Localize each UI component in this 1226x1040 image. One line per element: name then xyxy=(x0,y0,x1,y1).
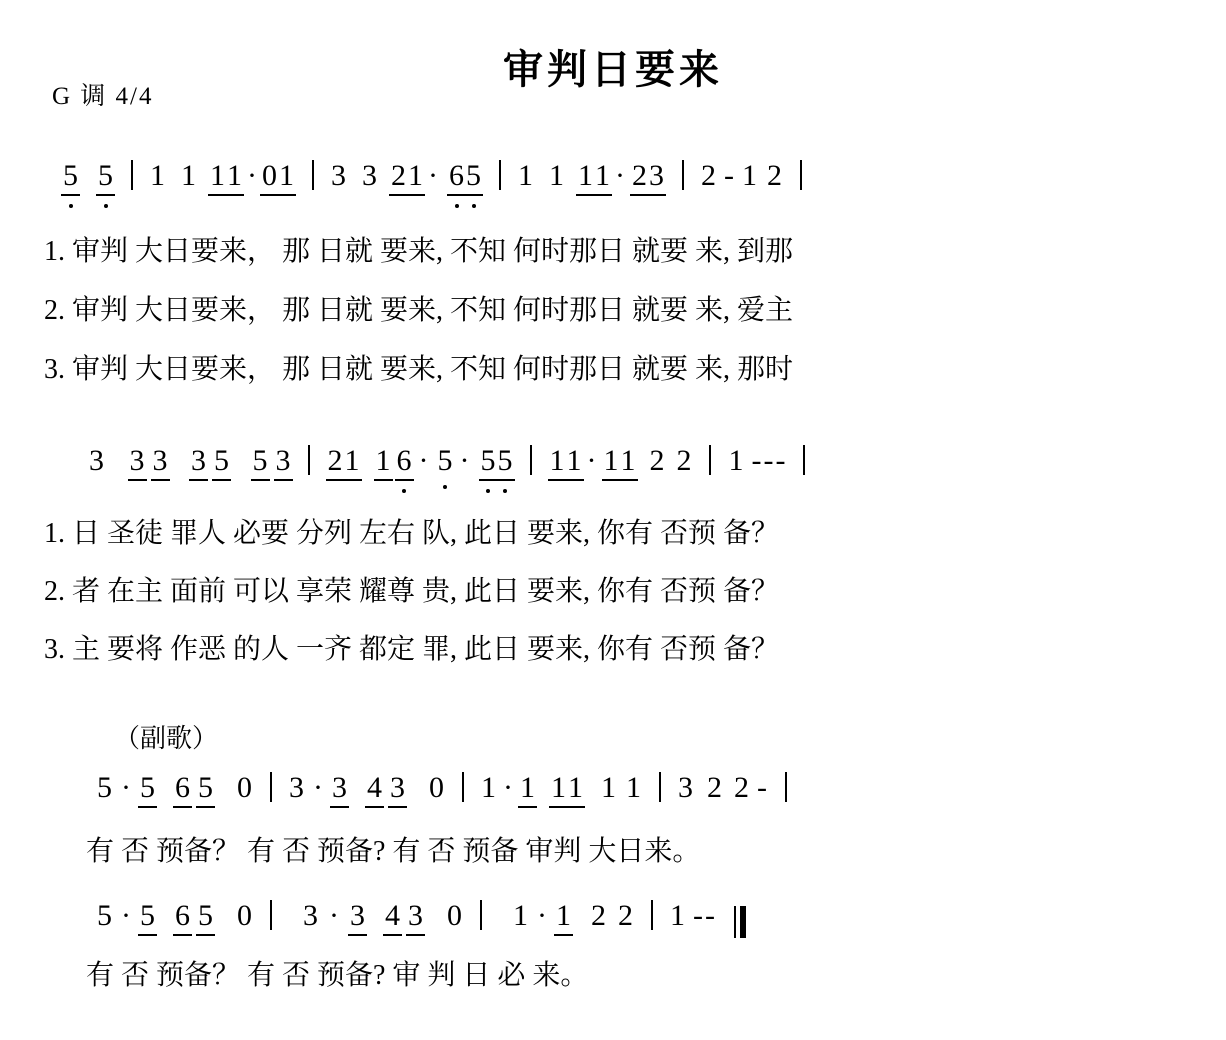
verse-number: 3. xyxy=(44,634,65,665)
verse-number: 3. xyxy=(44,354,65,385)
verse-number: 2. xyxy=(44,576,65,607)
lyric-text: 审判 大日要来， 那 日就 要来, 不知 何时那日 就要 来, 到那 xyxy=(72,236,794,267)
verse-number: 1. xyxy=(44,518,65,549)
lyric-text: 审判 大日要来， 那 日就 要来, 不知 何时那日 就要 来, 爱主 xyxy=(72,295,794,326)
verse-number: 2. xyxy=(44,295,65,326)
verse-number: 1. xyxy=(44,236,65,267)
lyric-line xyxy=(44,356,793,384)
lyric-line xyxy=(44,297,793,325)
notation-line-4: 5 · 5 6 5 0 3 · 3 4 3 0 1 · 1 2 2 1 -- xyxy=(96,900,746,938)
notation-line-1: 5 5 1 1 11 · 01 3 3 21 · 65 1 1 11 · 23 2 - 1 2 xyxy=(62,160,811,191)
lyric-line xyxy=(86,962,588,990)
lyric-text: 者 在主 面前 可以 享荣 耀尊 贵, 此日 要来, 你有 否预 备？ xyxy=(72,576,780,607)
chorus-label: （副歌） xyxy=(114,724,219,753)
lyric-text: 日 圣徒 罪人 必要 分列 左右 队, 此日 要来, 你有 否预 备？ xyxy=(72,518,780,549)
notation-line-2: 3 3 3 3 5 5 3 21 1 6 · 5 · 55 11 · 11 2 2 1 --- xyxy=(88,445,814,476)
lyric-line xyxy=(86,838,700,866)
lyric-text: 有 否 预备？ 有 否 预备? 有 否 预备 审判 大日来。 xyxy=(86,836,701,867)
lyric-line xyxy=(44,520,779,548)
notation-line-3: 5 · 5 6 5 0 3 · 3 4 3 0 1 · 1 11 1 1 3 2 2 - xyxy=(96,772,796,803)
lyric-line xyxy=(44,636,779,664)
key-signature: G 调 4/4 xyxy=(52,83,154,110)
lyric-line xyxy=(44,238,793,266)
lyric-text: 审判 大日要来， 那 日就 要来, 不知 何时那日 就要 来, 那时 xyxy=(72,354,794,385)
lyric-text: 有 否 预备？ 有 否 预备? 审 判 日 必 来。 xyxy=(86,960,589,991)
lyric-text: 主 要将 作恶 的人 一齐 都定 罪, 此日 要来, 你有 否预 备？ xyxy=(72,634,780,665)
lyric-line xyxy=(44,578,779,606)
final-double-barline xyxy=(734,906,746,938)
page-title: 审判日要来 xyxy=(503,48,723,92)
